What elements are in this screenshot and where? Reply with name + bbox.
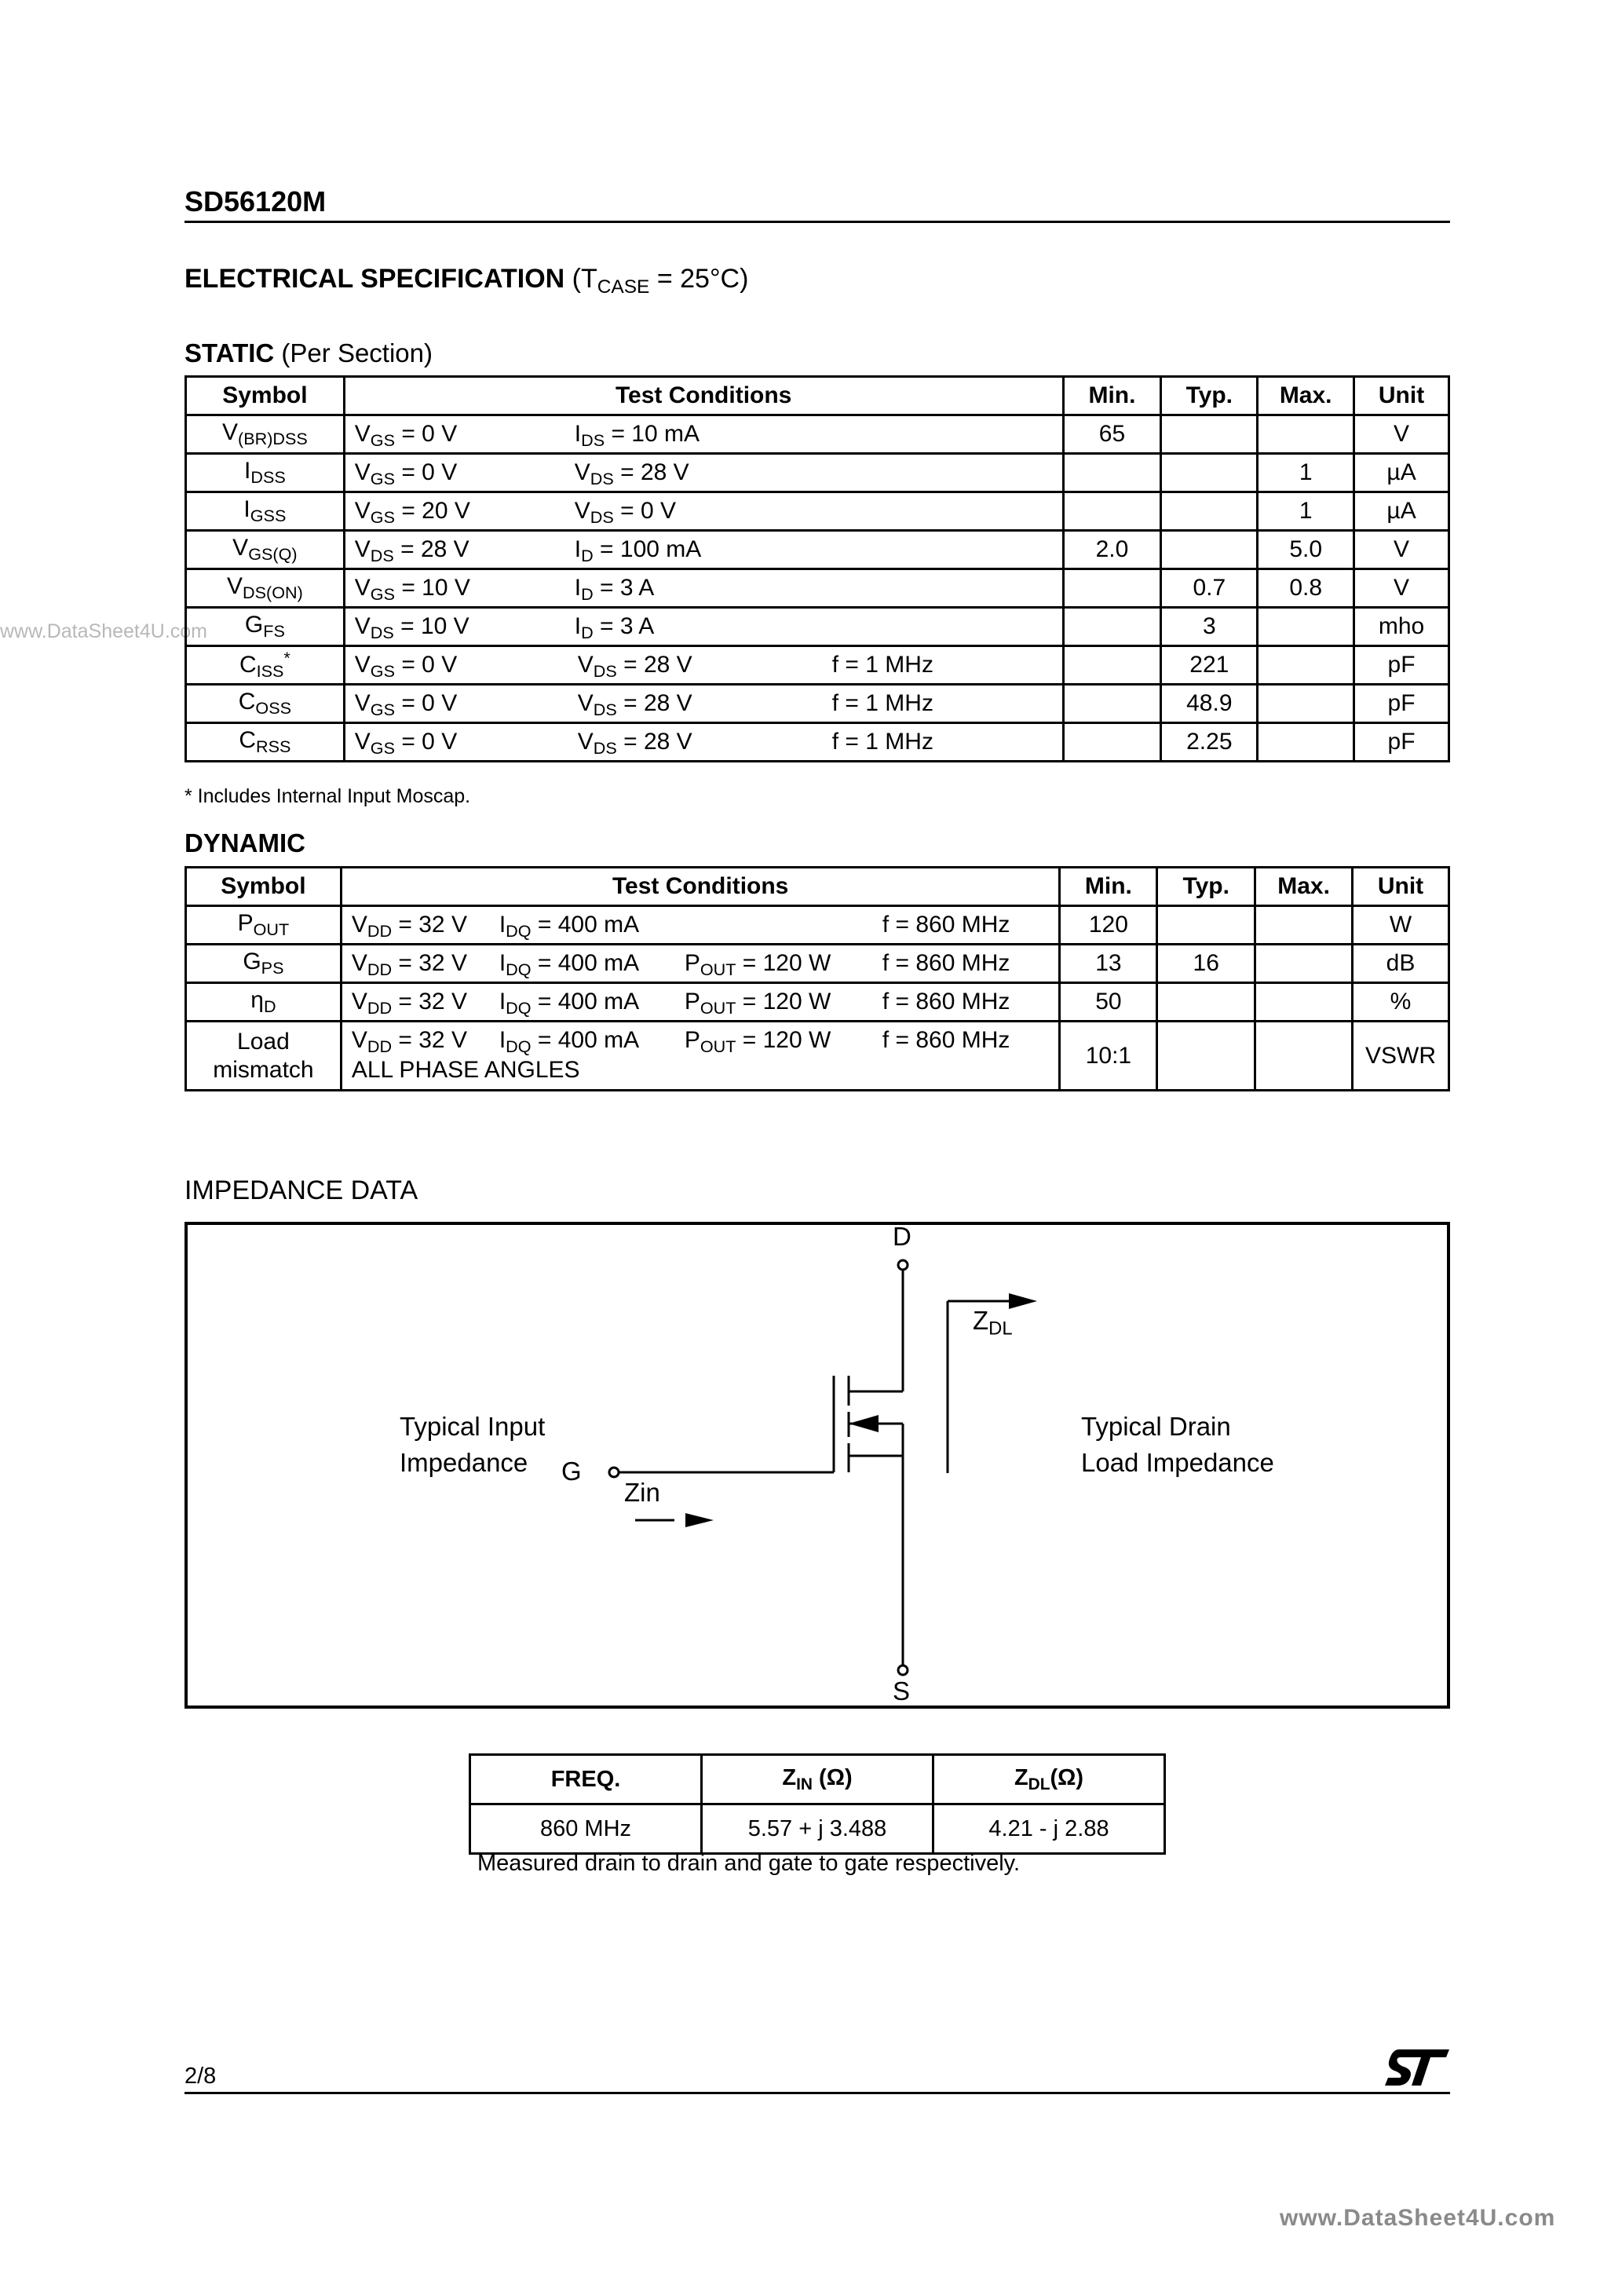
col-symbol: Symbol [186, 868, 342, 906]
impedance-header-row [470, 1755, 1165, 1804]
typ-cell: 48.9 [1161, 685, 1258, 723]
symbol-cell: $\eta_D$ [186, 983, 342, 1022]
zdl-arrow [1009, 1293, 1037, 1309]
col-min: Min. [1060, 868, 1157, 906]
svg-text:ST: ST [1383, 2046, 1385, 2047]
min-cell [1063, 723, 1161, 762]
unit-cell: V [1354, 415, 1449, 454]
gate-label: G [561, 1457, 582, 1486]
zin-cell: 5.57 + j 3.488 [702, 1804, 933, 1854]
col-max: Max. [1258, 377, 1354, 415]
static-footnote: * Includes Internal Input Moscap. [184, 785, 471, 807]
col-symbol: Symbol [186, 377, 345, 415]
st-logo-icon [1383, 2046, 1452, 2087]
table-row [186, 569, 1449, 608]
table-row [186, 492, 1449, 531]
static-table [184, 375, 1450, 762]
unit-cell: pF [1354, 646, 1449, 685]
page-number: 2/8 [184, 2064, 217, 2089]
conditions-cell: $V_{GS} = 0$ V $V_{DS} = 28$ V [344, 454, 1063, 492]
max-cell [1258, 415, 1354, 454]
symbol-cell: $I_{DSS}$ [186, 454, 345, 492]
max-cell [1255, 945, 1353, 983]
unit-cell: µA [1354, 454, 1449, 492]
min-cell [1063, 569, 1161, 608]
impedance-title: IMPEDANCE DATA [184, 1175, 418, 1205]
conditions-cell: $V_{GS} = 0$ V $V_{DS} = 28$ V f = 1 MHz [344, 723, 1063, 762]
freq-cell: 860 MHz [470, 1804, 702, 1854]
max-cell: 1 [1258, 454, 1354, 492]
symbol-cell: $V_{DS(ON)}$ [186, 569, 345, 608]
impedance-table [469, 1753, 1166, 1855]
typ-cell: 221 [1161, 646, 1258, 685]
min-cell [1063, 685, 1161, 723]
typical-drain-load-impedance-label: Typical Drain Load Impedance [1081, 1412, 1274, 1477]
min-cell: 13 [1060, 945, 1157, 983]
table-row [470, 1804, 1165, 1854]
min-cell: 10:1 [1060, 1022, 1157, 1091]
conditions-cell: $V_{GS} = 0$ V $I_{DS} = 10$ mA [344, 415, 1063, 454]
header-rule [184, 221, 1450, 223]
symbol-cell: $G_{PS}$ [186, 945, 342, 983]
col-test-conditions: Test Conditions [341, 868, 1060, 906]
table-row [186, 906, 1449, 945]
conditions-cell: $V_{DS} = 10$ V $I_D = 3$ A [344, 608, 1063, 646]
symbol-cell: $G_{FS}$ [186, 608, 345, 646]
impedance-diagram [184, 1222, 1450, 1709]
unit-cell: pF [1354, 723, 1449, 762]
dynamic-title: DYNAMIC [184, 828, 305, 857]
electrical-spec-title: ELECTRICAL SPECIFICATION $(T_{CASE} = 25^\circ C)$ [184, 264, 749, 298]
col-min: Min. [1063, 377, 1161, 415]
impedance-note: Measured drain to drain and gate to gate respectively. [477, 1851, 1021, 1876]
part-number: SD56120M [184, 185, 327, 218]
typical-input-impedance-label: Typical Input Impedance [400, 1412, 546, 1477]
static-header-row [186, 377, 1449, 415]
max-cell [1258, 685, 1354, 723]
max-cell [1255, 906, 1353, 945]
min-cell: 120 [1060, 906, 1157, 945]
conditions-cell: $V_{DD} = 32$ V $I_{DQ} = 400$ mA $P_{OUT} = 120$ W f = 860 MHz [341, 983, 1060, 1022]
col-typ: Typ. [1161, 377, 1258, 415]
unit-cell: µA [1354, 492, 1449, 531]
symbol-cell: $C_{ISS}^*$ [186, 646, 345, 685]
conditions-cell: $V_{DD} = 32$ V $I_{DQ} = 400$ mA $P_{OUT} = 120$ W f = 860 MHz [341, 945, 1060, 983]
zdl-cell: 4.21 - j 2.88 [933, 1804, 1165, 1854]
col-test-conditions: Test Conditions [344, 377, 1063, 415]
dynamic-table [184, 866, 1450, 1091]
symbol-cell: Load mismatch [186, 1022, 342, 1091]
symbol-cell: $V_{(BR)DSS}$ [186, 415, 345, 454]
drain-label: D [893, 1222, 911, 1251]
unit-cell: pF [1354, 685, 1449, 723]
conditions-cell: $V_{GS} = 0$ V $V_{DS} = 28$ V f = 1 MHz [344, 685, 1063, 723]
watermark-left: www.DataSheet4U.com [0, 620, 208, 642]
typ-cell: 16 [1157, 945, 1255, 983]
conditions-cell: $V_{GS} = 10$ V $I_D = 3$ A [344, 569, 1063, 608]
symbol-cell: $C_{OSS}$ [186, 685, 345, 723]
max-cell [1258, 608, 1354, 646]
typ-cell [1161, 454, 1258, 492]
symbol-cell: $C_{RSS}$ [186, 723, 345, 762]
typ-cell: 2.25 [1161, 723, 1258, 762]
table-row [186, 723, 1449, 762]
symbol-cell: $I_{GSS}$ [186, 492, 345, 531]
unit-cell: W [1353, 906, 1449, 945]
symbol-cell: $V_{GS(Q)}$ [186, 531, 345, 569]
unit-cell: V [1354, 569, 1449, 608]
col-zdl: $Z_{DL}(\Omega)$ [933, 1755, 1165, 1804]
static-title: STATIC (Per Section) [184, 338, 433, 367]
min-cell: 50 [1060, 983, 1157, 1022]
table-row [186, 945, 1449, 983]
unit-cell: % [1353, 983, 1449, 1022]
symbol-cell: $P_{OUT}$ [186, 906, 342, 945]
col-zin: $Z_{IN}$ (Ω) [702, 1755, 933, 1804]
st-logo [1383, 2046, 1452, 2087]
footer-rule [184, 2092, 1450, 2094]
typ-cell [1157, 1022, 1255, 1091]
zin-label: Zin [624, 1478, 660, 1507]
col-unit: Unit [1353, 868, 1449, 906]
unit-cell: VSWR [1353, 1022, 1449, 1091]
unit-cell: mho [1354, 608, 1449, 646]
table-row [186, 646, 1449, 685]
watermark-right: www.DataSheet4U.com [1280, 2205, 1556, 2231]
unit-cell: dB [1353, 945, 1449, 983]
typ-cell: 0.7 [1161, 569, 1258, 608]
conditions-cell: $V_{DD} = 32$ V $I_{DQ} = 400$ mA $P_{OUT} = 120$ W f = 860 MHz ALL PHASE ANGLES [341, 1022, 1060, 1091]
drain-terminal [898, 1260, 908, 1270]
typ-cell [1157, 906, 1255, 945]
gate-terminal [609, 1468, 619, 1477]
typ-cell [1157, 983, 1255, 1022]
max-cell [1258, 723, 1354, 762]
dynamic-header-row [186, 868, 1449, 906]
min-cell [1063, 454, 1161, 492]
min-cell [1063, 608, 1161, 646]
col-freq: FREQ. [470, 1755, 702, 1804]
unit-cell: V [1354, 531, 1449, 569]
conditions-cell: $V_{DD} = 32$ V $I_{DQ} = 400$ mA f = 860 MHz [341, 906, 1060, 945]
body-arrow [849, 1415, 879, 1432]
col-typ: Typ. [1157, 868, 1255, 906]
table-row [186, 983, 1449, 1022]
table-row [186, 685, 1449, 723]
typ-cell [1161, 492, 1258, 531]
table-row [186, 454, 1449, 492]
min-cell: 65 [1063, 415, 1161, 454]
max-cell [1255, 1022, 1353, 1091]
table-row [186, 531, 1449, 569]
max-cell: 0.8 [1258, 569, 1354, 608]
table-row [186, 608, 1449, 646]
zin-arrow-head [685, 1513, 714, 1527]
min-cell: 2.0 [1063, 531, 1161, 569]
conditions-cell: $V_{DS} = 28$ V $I_D = 100$ mA [344, 531, 1063, 569]
typ-cell [1161, 531, 1258, 569]
max-cell: 5.0 [1258, 531, 1354, 569]
col-unit: Unit [1354, 377, 1449, 415]
min-cell [1063, 646, 1161, 685]
min-cell [1063, 492, 1161, 531]
typ-cell [1161, 415, 1258, 454]
col-max: Max. [1255, 868, 1353, 906]
table-row [186, 1022, 1449, 1091]
conditions-cell: $V_{GS} = 0$ V $V_{DS} = 28$ V f = 1 MHz [344, 646, 1063, 685]
max-cell: 1 [1258, 492, 1354, 531]
conditions-cell: $V_{GS} = 20$ V $V_{DS} = 0$ V [344, 492, 1063, 531]
table-row [186, 415, 1449, 454]
typ-cell: 3 [1161, 608, 1258, 646]
zdl-label: $Z_{DL}$ [973, 1306, 1013, 1340]
max-cell [1258, 646, 1354, 685]
source-label: S [893, 1676, 911, 1706]
max-cell [1255, 983, 1353, 1022]
